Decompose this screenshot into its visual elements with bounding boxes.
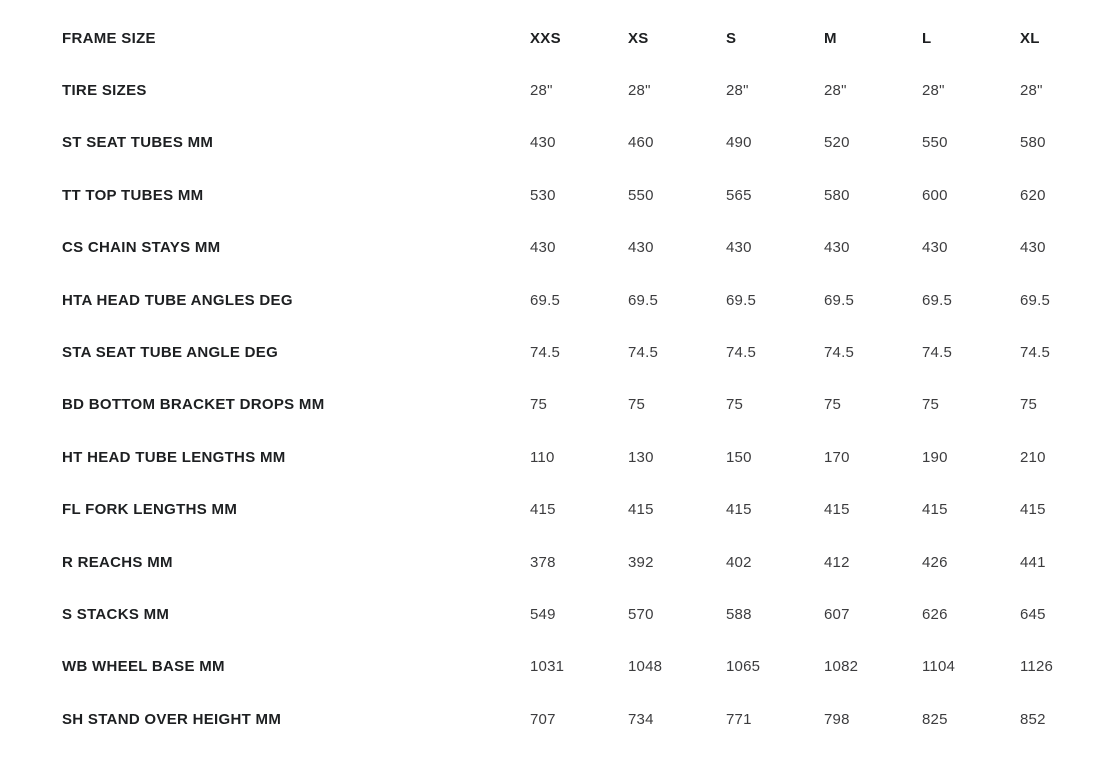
cell-value: 75	[530, 396, 548, 414]
row-label: HT HEAD TUBE LENGTHS MM	[62, 448, 286, 466]
cell-value: 588	[726, 605, 752, 623]
row-label: ST SEAT TUBES MM	[62, 134, 214, 152]
row-label: WB WHEEL BASE MM	[62, 658, 225, 676]
cell-value: 69.5	[628, 291, 658, 309]
row-label: FL FORK LENGTHS MM	[62, 501, 238, 519]
cell-value: 626	[922, 605, 948, 623]
cell-value: 150	[726, 448, 752, 466]
cell-value: 825	[922, 710, 948, 728]
cell-value: 1104	[922, 658, 956, 676]
cell-value: 69.5	[922, 291, 952, 309]
cell-value: 170	[824, 448, 850, 466]
table-row	[62, 117, 1120, 169]
cell-value: 28"	[530, 82, 553, 100]
cell-value: 852	[1020, 710, 1046, 728]
cell-value: 430	[922, 239, 948, 257]
cell-value: 520	[824, 134, 850, 152]
row-label: SH STAND OVER HEIGHT MM	[62, 710, 282, 728]
cell-value: 580	[1020, 134, 1046, 152]
column-header-xl: XL	[1020, 29, 1040, 47]
cell-value: 74.5	[824, 344, 854, 362]
cell-value: 1126	[1020, 658, 1054, 676]
table-row	[62, 222, 1120, 274]
table-header-row	[62, 12, 1120, 64]
cell-value: 565	[726, 186, 752, 204]
cell-value: 28"	[726, 82, 749, 100]
cell-value: 74.5	[922, 344, 952, 362]
cell-value: 69.5	[1020, 291, 1050, 309]
cell-value: 490	[726, 134, 752, 152]
table-row	[62, 641, 1120, 693]
table-row	[62, 693, 1120, 745]
cell-value: 1082	[824, 658, 859, 676]
table-row	[62, 64, 1120, 116]
cell-value: 415	[824, 501, 850, 519]
cell-value: 771	[726, 710, 752, 728]
cell-value: 570	[628, 605, 654, 623]
cell-value: 550	[628, 186, 654, 204]
cell-value: 28"	[628, 82, 651, 100]
row-label: HTA HEAD TUBE ANGLES DEG	[62, 291, 293, 309]
cell-value: 74.5	[628, 344, 658, 362]
table-row	[62, 379, 1120, 431]
cell-value: 1065	[726, 658, 761, 676]
cell-value: 415	[1020, 501, 1046, 519]
column-header-m: M	[824, 29, 837, 47]
cell-value: 28"	[1020, 82, 1043, 100]
cell-value: 75	[922, 396, 940, 414]
row-label: STA SEAT TUBE ANGLE DEG	[62, 344, 279, 362]
cell-value: 549	[530, 605, 556, 623]
cell-value: 707	[530, 710, 556, 728]
cell-value: 190	[922, 448, 948, 466]
cell-value: 645	[1020, 605, 1046, 623]
table-row	[62, 536, 1120, 588]
cell-value: 210	[1020, 448, 1046, 466]
header-label-frame-size: FRAME SIZE	[62, 29, 156, 47]
column-header-s: S	[726, 29, 737, 47]
cell-value: 28"	[922, 82, 945, 100]
table-row	[62, 169, 1120, 221]
table-row	[62, 484, 1120, 536]
cell-value: 620	[1020, 186, 1046, 204]
cell-value: 415	[922, 501, 948, 519]
table-row	[62, 326, 1120, 378]
table-row	[62, 588, 1120, 640]
cell-value: 392	[628, 553, 654, 571]
column-header-xs: XS	[628, 29, 649, 47]
cell-value: 74.5	[1020, 344, 1050, 362]
row-label: S STACKS MM	[62, 605, 170, 623]
cell-value: 430	[628, 239, 654, 257]
table-row	[62, 274, 1120, 326]
column-header-l: L	[922, 29, 932, 47]
cell-value: 430	[530, 134, 556, 152]
cell-value: 798	[824, 710, 850, 728]
row-label: CS CHAIN STAYS MM	[62, 239, 221, 257]
cell-value: 734	[628, 710, 654, 728]
cell-value: 412	[824, 553, 850, 571]
cell-value: 28"	[824, 82, 847, 100]
column-header-xxs: XXS	[530, 29, 561, 47]
row-label: BD BOTTOM BRACKET DROPS MM	[62, 396, 325, 414]
cell-value: 75	[628, 396, 646, 414]
cell-value: 415	[628, 501, 654, 519]
cell-value: 430	[1020, 239, 1046, 257]
cell-value: 415	[530, 501, 556, 519]
cell-value: 1031	[530, 658, 565, 676]
cell-value: 426	[922, 553, 948, 571]
cell-value: 1048	[628, 658, 663, 676]
row-label: R REACHS MM	[62, 553, 173, 571]
table-row	[62, 431, 1120, 483]
cell-value: 75	[1020, 396, 1038, 414]
cell-value: 441	[1020, 553, 1046, 571]
cell-value: 460	[628, 134, 654, 152]
cell-value: 402	[726, 553, 752, 571]
cell-value: 69.5	[824, 291, 854, 309]
cell-value: 69.5	[726, 291, 756, 309]
cell-value: 430	[530, 239, 556, 257]
cell-value: 430	[726, 239, 752, 257]
cell-value: 75	[726, 396, 744, 414]
row-label: TT TOP TUBES MM	[62, 186, 204, 204]
cell-value: 74.5	[726, 344, 756, 362]
cell-value: 130	[628, 448, 654, 466]
cell-value: 607	[824, 605, 850, 623]
cell-value: 415	[726, 501, 752, 519]
cell-value: 75	[824, 396, 842, 414]
cell-value: 580	[824, 186, 850, 204]
cell-value: 600	[922, 186, 948, 204]
cell-value: 74.5	[530, 344, 560, 362]
cell-value: 69.5	[530, 291, 560, 309]
cell-value: 550	[922, 134, 948, 152]
cell-value: 110	[530, 448, 555, 466]
cell-value: 530	[530, 186, 556, 204]
row-label: TIRE SIZES	[62, 82, 147, 100]
cell-value: 430	[824, 239, 850, 257]
cell-value: 378	[530, 553, 556, 571]
